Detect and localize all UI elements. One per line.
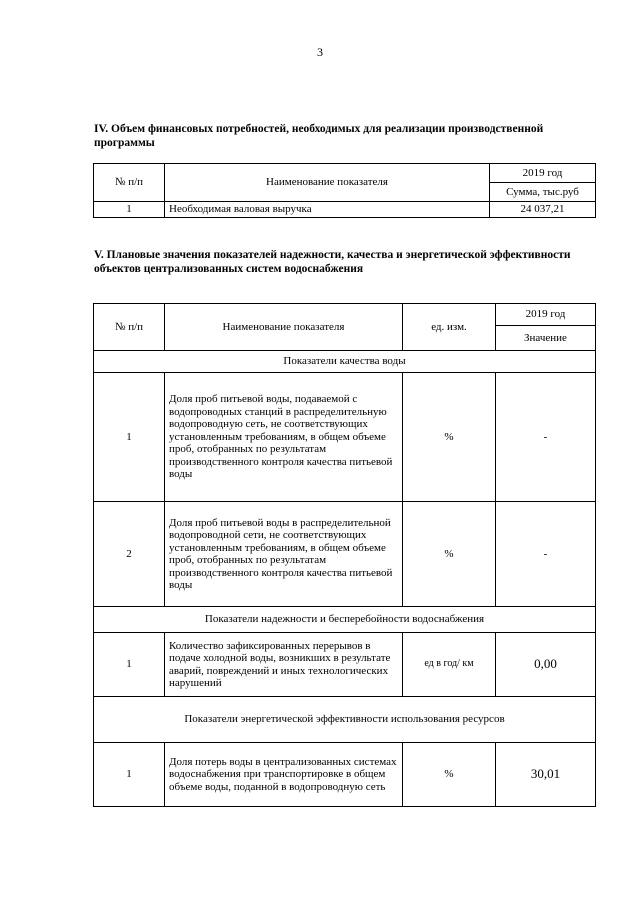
row-value: 30,01 (496, 743, 596, 807)
header-name: Наименование показателя (165, 304, 403, 351)
header-num: № п/п (94, 164, 165, 202)
row-value: 0,00 (496, 633, 596, 697)
row-unit: % (403, 743, 496, 807)
header-unit: ед. изм. (403, 304, 496, 351)
row-num: 1 (94, 743, 165, 807)
row-num: 1 (94, 373, 165, 502)
row-num: 1 (94, 633, 165, 697)
table-row (94, 633, 596, 697)
table-row (94, 373, 596, 502)
header-value: Значение (496, 326, 596, 351)
header-num: № п/п (94, 304, 165, 351)
row-unit: % (403, 373, 496, 502)
row-value: - (496, 502, 596, 607)
table-row (94, 202, 596, 218)
row-num: 2 (94, 502, 165, 607)
header-year: 2019 год (496, 304, 596, 326)
group-title-energy: Показатели энергетической эффективности использования ресурсов (94, 697, 596, 743)
page-number: 3 (317, 45, 323, 59)
row-value: 24 037,21 (490, 202, 596, 218)
indicators-table (93, 303, 596, 807)
row-name: Доля проб питьевой воды в распределительной водопроводной сети, не соответствующих установленным требованиям, в общем объеме проб, отобранных по результатам производственного контроля качества питьевой воды (165, 502, 403, 607)
row-name: Доля проб питьевой воды, подаваемой с водопроводных станций в распределительную водопроводную сеть, не соответствующих установленным требованиям, в общем объеме проб, отобранных по результатам производственного контроля качества питьевой воды (165, 373, 403, 502)
section-4-title: IV. Объем финансовых потребностей, необходимых для реализации производственной программы (94, 123, 544, 149)
header-year: 2019 год (490, 164, 596, 183)
row-unit: ед в год/ км (403, 633, 496, 697)
row-value: - (496, 373, 596, 502)
row-name: Количество зафиксированных перерывов в подаче холодной воды, возникших в результате аварий, повреждений и иных технологических нарушений (165, 633, 403, 697)
group-title-reliability: Показатели надежности и бесперебойности водоснабжения (94, 607, 596, 633)
table-row (94, 743, 596, 807)
financial-needs-table (93, 163, 596, 218)
header-name: Наименование показателя (165, 164, 490, 202)
table-row (94, 502, 596, 607)
row-unit: % (403, 502, 496, 607)
header-unit: Сумма, тыс.руб (490, 183, 596, 202)
group-title-quality: Показатели качества воды (94, 351, 596, 373)
row-name: Доля потерь воды в централизованных системах водоснабжения при транспортировке в общем объеме воды, поданной в водопроводную сеть (165, 743, 403, 807)
row-name: Необходимая валовая выручка (165, 202, 490, 218)
section-5-title: V. Плановые значения показателей надежности, качества и энергетической эффективности объектов централизованных систем водоснабжения (94, 249, 571, 275)
row-num: 1 (94, 202, 165, 218)
